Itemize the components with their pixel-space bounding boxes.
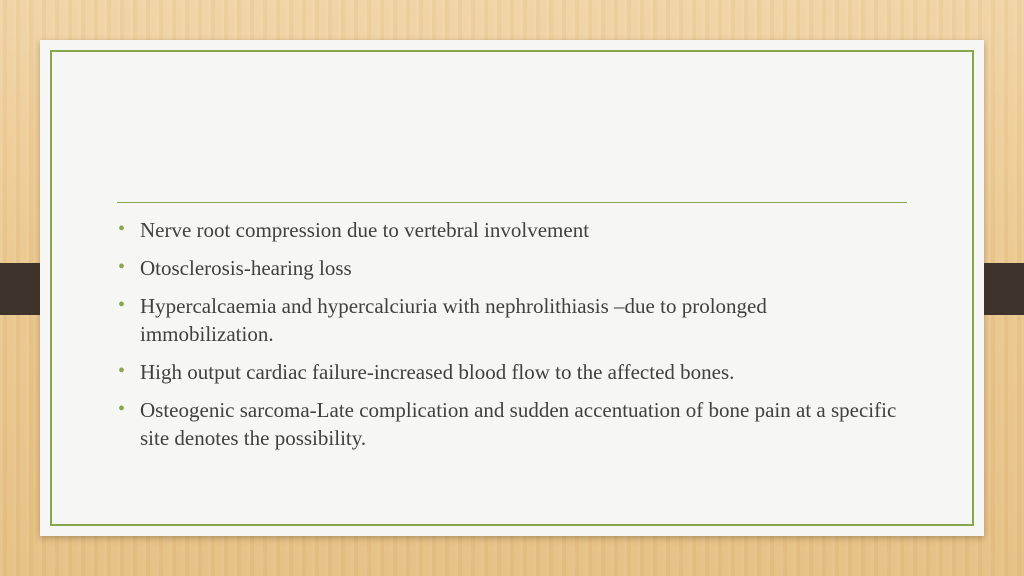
bullet-item (118, 396, 898, 452)
bullet-point-icon: • (118, 218, 126, 240)
bullet-text: High output cardiac failure-increased blood flow to the affected bones. (140, 360, 735, 384)
bullet-list (118, 216, 898, 462)
bullet-item (118, 254, 898, 282)
bullet-point-icon: • (118, 294, 126, 316)
bullet-point-icon: • (118, 360, 126, 382)
slide-card (40, 40, 984, 536)
bullet-text: Osteogenic sarcoma-Late complication and sudden accentuation of bone pain at a specific site denotes the possibility. (140, 398, 897, 450)
bullet-item (118, 292, 898, 348)
title-divider (117, 202, 907, 203)
bullet-text: Nerve root compression due to vertebral involvement (140, 218, 590, 242)
bullet-point-icon: • (118, 398, 126, 420)
bullet-item (118, 358, 898, 386)
bullet-text: Otosclerosis-hearing loss (140, 256, 352, 280)
bullet-text: Hypercalcaemia and hypercalciuria with nephrolithiasis –due to prolonged immobilization. (140, 294, 767, 346)
bullet-point-icon: • (118, 256, 126, 278)
bullet-item (118, 216, 898, 244)
